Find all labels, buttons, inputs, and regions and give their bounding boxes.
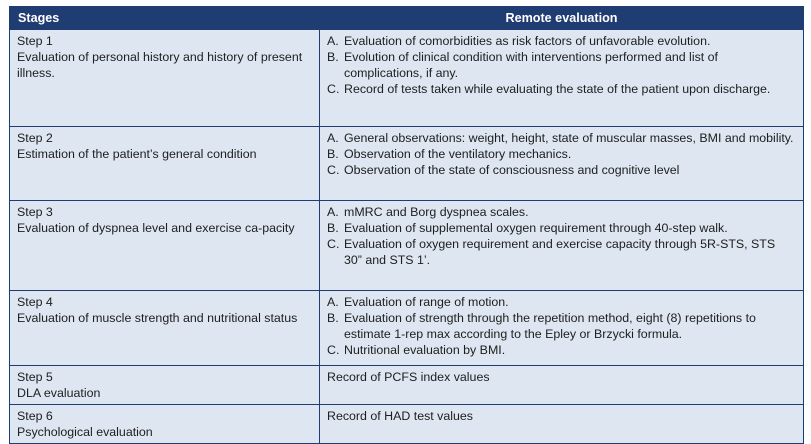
table-row — [10, 30, 804, 127]
stage-step: Step 2 — [17, 131, 53, 145]
stage-description: Evaluation of muscle strength and nutritional status — [17, 311, 298, 325]
evaluation-cell — [320, 405, 804, 444]
stage-cell — [10, 201, 320, 291]
item-text: Evaluation of strength through the repetition method, eight (8) repetitions to estimate 1-rep max according to the Epley or Brzycki formula. — [344, 311, 756, 341]
item-letter: B. — [327, 147, 339, 161]
item-text: mMRC and Borg dyspnea scales. — [344, 205, 529, 219]
item-text: Evaluation of supplemental oxygen requirement through 40-step walk. — [344, 221, 728, 235]
evaluation-list — [327, 33, 796, 97]
item-text: Evolution of clinical condition with interventions performed and list of complications, if any. — [344, 50, 718, 80]
item-text: Observation of the state of consciousness and cognitive level — [344, 163, 680, 177]
item-text: Evaluation of comorbidities as risk factors of unfavorable evolution. — [344, 34, 711, 48]
stage-description: Evaluation of dyspnea level and exercise ca-pacity — [17, 221, 295, 235]
table-row — [10, 405, 804, 444]
table-row — [10, 291, 804, 366]
item-text: Evaluation of range of motion. — [344, 295, 509, 309]
item-letter: A. — [327, 34, 339, 48]
stage-step: Step 6 — [17, 409, 53, 423]
item-text: General observations: weight, height, state of muscular masses, BMI and mobility. — [344, 131, 794, 145]
stage-description: Evaluation of personal history and history of present illness. — [17, 50, 303, 80]
item-letter: C. — [327, 343, 340, 357]
table-row — [10, 201, 804, 291]
evaluation-text: Record of PCFS index values — [327, 370, 490, 384]
list-item — [327, 146, 796, 162]
item-letter: C. — [327, 82, 340, 96]
stage-cell — [10, 291, 320, 366]
list-item — [327, 220, 796, 236]
evaluation-cell — [320, 127, 804, 201]
item-letter: A. — [327, 131, 339, 145]
header-stages: Stages — [10, 7, 320, 30]
table-container — [9, 6, 803, 444]
header-remote-evaluation: Remote evaluation — [320, 7, 804, 30]
item-text: Nutritional evaluation by BMI. — [344, 343, 506, 357]
stage-step: Step 4 — [17, 295, 53, 309]
item-letter: B. — [327, 311, 339, 325]
evaluation-list — [327, 130, 796, 178]
list-item — [327, 204, 796, 220]
evaluation-cell — [320, 366, 804, 405]
stage-cell — [10, 30, 320, 127]
list-item — [327, 49, 796, 81]
stage-description: DLA evaluation — [17, 386, 101, 400]
list-item — [327, 294, 796, 310]
table-row — [10, 127, 804, 201]
item-text: Observation of the ventilatory mechanics. — [344, 147, 572, 161]
evaluation-list — [327, 294, 796, 358]
item-text: Record of tests taken while evaluating the state of the patient upon discharge. — [344, 82, 771, 96]
evaluation-list — [327, 204, 796, 268]
stage-cell — [10, 127, 320, 201]
list-item — [327, 33, 796, 49]
item-letter: B. — [327, 221, 339, 235]
table-row — [10, 366, 804, 405]
item-letter: B. — [327, 50, 339, 64]
evaluation-cell — [320, 291, 804, 366]
item-letter: A. — [327, 205, 339, 219]
table-header-row — [10, 7, 804, 30]
evaluation-cell — [320, 201, 804, 291]
list-item — [327, 81, 796, 97]
list-item — [327, 342, 796, 358]
stage-cell — [10, 405, 320, 444]
list-item — [327, 310, 796, 342]
item-letter: C. — [327, 237, 340, 251]
stage-cell — [10, 366, 320, 405]
evaluation-cell — [320, 30, 804, 127]
item-letter: A. — [327, 295, 339, 309]
list-item — [327, 162, 796, 178]
list-item — [327, 130, 796, 146]
item-text: Evaluation of oxygen requirement and exercise capacity through 5R-STS, STS 30” and STS 1’. — [344, 237, 776, 267]
item-letter: C. — [327, 163, 340, 177]
stage-step: Step 3 — [17, 205, 53, 219]
stage-description: Estimation of the patient’s general condition — [17, 147, 257, 161]
list-item — [327, 236, 796, 268]
remote-evaluation-table — [9, 6, 804, 444]
stage-step: Step 5 — [17, 370, 53, 384]
evaluation-text: Record of HAD test values — [327, 409, 473, 423]
stage-description: Psychological evaluation — [17, 425, 153, 439]
stage-step: Step 1 — [17, 34, 53, 48]
